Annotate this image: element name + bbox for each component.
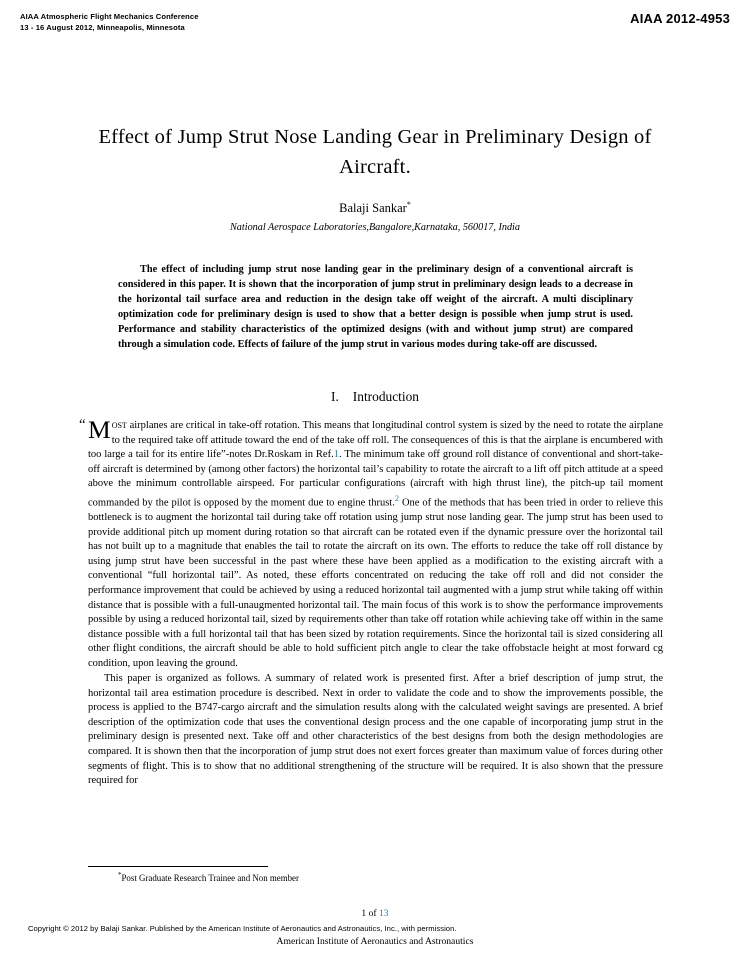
page-title: Effect of Jump Strut Nose Landing Gear in Preliminary Design of Aircraft.: [98, 126, 652, 178]
author-footnote-marker: *: [406, 200, 411, 209]
section-number: I.: [330, 389, 339, 404]
paragraph-1-part-2: . The minimum take off ground roll distance of conventional and short-take-off aircraft is determined by (among other factors) the horizontal tail’s capability to rotate the aircraft to a lift off pitch attitude at a speed above the minimum controllable airspeed. For particular configurations (aircraft with high thrust line), the pitch-up tail moment commanded by the pilot is opposed by the moment due to engine thrust.: [88, 449, 663, 509]
open-quote-mark: “: [79, 417, 86, 433]
abstract-text: The effect of including jump strut nose landing gear in the preliminary design of a conventional aircraft is considered in this paper. It is shown that the incorporation of jump strut in preliminary design leads to a decrease in the horizontal tail surface area and reduction in the design take off weight of the aircraft. A multi disciplinary optimization code for preliminary design is used to show that a better design is possible when jump strut is used. Performance and stability characteristics of the optimized designs (with and without jump strut) are compared through a simulation code. Effects of failure of the jump strut in various modes during take-off are discussed.: [118, 264, 633, 351]
page-number-total[interactable]: 13: [379, 908, 389, 919]
footnote-marker: *: [118, 871, 122, 879]
footnote-divider: [88, 866, 268, 867]
paragraph-1: [79, 415, 663, 672]
footnote-text: Post Graduate Research Trainee and Non member: [121, 872, 299, 883]
citation-ref-1[interactable]: 1: [333, 449, 339, 461]
organization-name: American Institute of Aeronautics and Astronautics: [276, 936, 474, 947]
page-number-current: 1 of: [361, 908, 379, 919]
footnote: [118, 869, 618, 884]
small-caps-run: ost: [111, 418, 127, 431]
copyright-notice: Copyright © 2012 by Balaji Sankar. Published by the American Institute of Aeronautics and Astronautics, Inc., with permission.: [28, 924, 457, 933]
author-affiliation: National Aerospace Laboratories,Bangalore,Karnataka, 560017, India: [230, 222, 520, 233]
author-name-text: Balaji Sankar: [339, 201, 407, 216]
section-heading: [95, 389, 655, 405]
author-name: [95, 200, 655, 216]
conference-date-location: 13 - 16 August 2012, Minneapolis, Minnesota: [20, 23, 185, 32]
citation-ref-2[interactable]: 2: [394, 493, 400, 503]
conference-name: AIAA Atmospheric Flight Mechanics Conference: [20, 12, 199, 21]
body-text: [79, 415, 663, 789]
paragraph-1-part-3: One of the methods that has been tried in order to relieve this bottleneck is to augment the horizontal tail during take off rotation using jump strut nose landing gear. The jump strut has been used to provide additional pitch up moment during rotation so that aircraft can be rotated even if the dynamic pressure over the horizontal tail has not built up to a magnitude that enables the tail to rotate the aircraft on its own. The efforts to reduce the take off roll distance by using jump strut have been successful in the past where these have been applied as a modification to the existing aircraft with a conventional “full horizontal tail”. As noted, these efforts concentrated on reducing the take off roll and did not consider the performance improvement that could be achieved by using a reduced horizontal tail augmented with a jump strut while taking off within distance that is possible with a full-unaugmented horizontal tail. The main focus of this work is to show the performance improvements possible by using a reduced horizontal tail, sized by requirements other than take off rotation while achieving take off within in the same distance possible with a full horizontal tail that has been sized by rotation requirements. Since the horizontal tail is sized considering all other flight conditions, the aircraft should be able to hold sufficient pitch angle to clear the take offobstacle height at most forward cg condition, upon leaving the ground.: [88, 497, 663, 669]
paper-number: AIAA 2012-4953: [630, 11, 730, 26]
conference-info: [20, 11, 199, 33]
abstract: [118, 262, 633, 353]
paragraph-2: This paper is organized as follows. A summary of related work is presented first. After a brief description of jump strut, the horizontal tail area estimation procedure is described. Next in order to validate the code and to show the improvements possible, the process is applied to the B747-cargo aircraft and the simulation results along with the calculated weight savings are presented. A brief description of the optimization code that uses the conventional design process and the one capable of incorporating jump strut in the preliminary design is presented next. Take off and other characteristics of the best designs from both the design methodologies are compared. It is shown then that the incorporation of jump strut does not exert forces greater than maximum value of forces during other segments of flight. This is to show that no additional strengthening of the structure will be required. It is also shown that the pressure required for: [88, 673, 663, 787]
drop-cap: M: [88, 415, 111, 444]
section-title: Introduction: [352, 389, 419, 404]
paragraph-1-part-1: airplanes are critical in take-off rotation. This means that longitudinal control system is sized by the need to rotate the airplane to the required take off attitude toward the end of the take off roll. The consequences of this is that the airplane is encumbered with too large a tail for its entire life”-notes Dr.Roskam in Ref.: [88, 420, 663, 461]
page-header: [0, 11, 750, 41]
page-number: [0, 908, 750, 919]
